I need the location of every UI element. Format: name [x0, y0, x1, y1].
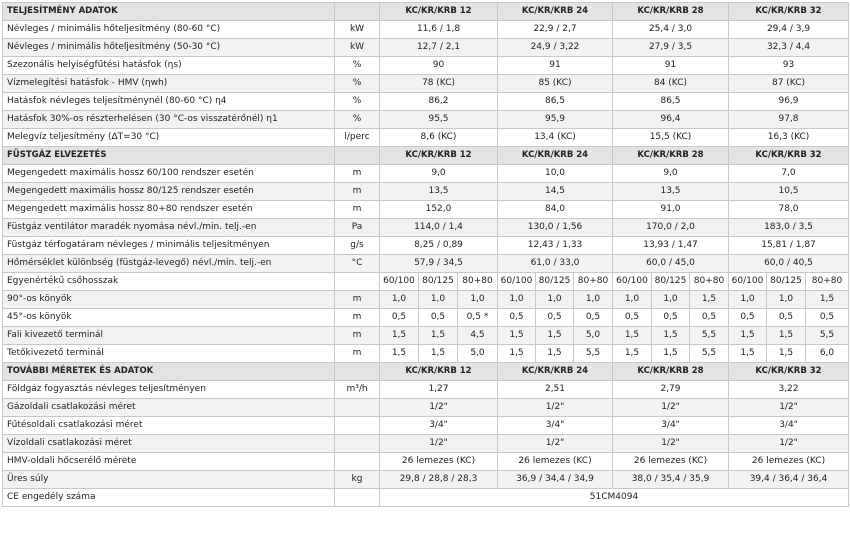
value-cell: 1,5 — [767, 327, 806, 345]
header-unit-cell — [335, 3, 380, 21]
value-cell: 1/2" — [380, 435, 498, 453]
value-cell: 86,5 — [613, 93, 729, 111]
row-label: Melegvíz teljesítmény (ΔT=30 °C) — [3, 129, 335, 147]
value-cell: 2,51 — [498, 381, 613, 399]
row-unit: m — [335, 183, 380, 201]
value-cell: 78,0 — [729, 201, 849, 219]
value-cell: 26 lemezes (KC) — [613, 453, 729, 471]
value-cell: 1,5 — [729, 327, 767, 345]
value-cell: 1/2" — [613, 399, 729, 417]
model-header: KC/KR/KRB 12 — [380, 147, 498, 165]
row-label: Megengedett maximális hossz 80/125 rendszer esetén — [3, 183, 335, 201]
table-row — [3, 417, 849, 435]
value-cell: 0,5 * — [458, 309, 498, 327]
row-label: Megengedett maximális hossz 60/100 rendszer esetén — [3, 165, 335, 183]
value-cell: 1/2" — [498, 399, 613, 417]
table-row — [3, 327, 849, 345]
row-unit: m — [335, 327, 380, 345]
value-cell: 85 (KC) — [498, 75, 613, 93]
value-cell: 114,0 / 1,4 — [380, 219, 498, 237]
row-label: Fali kivezető terminál — [3, 327, 335, 345]
value-cell: 96,9 — [729, 93, 849, 111]
row-label: Füstgáz térfogatáram névleges / minimális teljesítményen — [3, 237, 335, 255]
model-header: KC/KR/KRB 24 — [498, 147, 613, 165]
row-label: Hatásfok 30%-os részterhelésen (30 °C-os visszatérőnél) η1 — [3, 111, 335, 129]
row-label: Fűtésoldali csatlakozási méret — [3, 417, 335, 435]
section-title: TOVÁBBI MÉRETEK ÉS ADATOK — [3, 363, 335, 381]
system-header: 80+80 — [690, 273, 729, 291]
row-label: Hőmérséklet különbség (füstgáz-levegő) névl./min. telj.-en — [3, 255, 335, 273]
system-header: 80/125 — [767, 273, 806, 291]
value-cell: 0,5 — [767, 309, 806, 327]
value-cell: 97,8 — [729, 111, 849, 129]
value-cell: 1,0 — [419, 291, 458, 309]
value-cell: 3/4" — [613, 417, 729, 435]
value-cell: 39,4 / 36,4 / 36,4 — [729, 471, 849, 489]
row-label: CE engedély száma — [3, 489, 335, 507]
table-row — [3, 219, 849, 237]
section-header — [3, 147, 849, 165]
table-row — [3, 255, 849, 273]
table-row — [3, 93, 849, 111]
row-unit: °C — [335, 255, 380, 273]
value-cell: 84 (KC) — [613, 75, 729, 93]
equiv-header-row — [3, 273, 849, 291]
table-row — [3, 111, 849, 129]
value-cell: 61,0 / 33,0 — [498, 255, 613, 273]
table-row — [3, 165, 849, 183]
value-cell: 3/4" — [380, 417, 498, 435]
table-row — [3, 309, 849, 327]
model-header: KC/KR/KRB 28 — [613, 363, 729, 381]
row-unit: % — [335, 57, 380, 75]
row-unit: l/perc — [335, 129, 380, 147]
row-label: Névleges / minimális hőteljesítmény (80-60 °C) — [3, 21, 335, 39]
row-label: Földgáz fogyasztás névleges teljesítményen — [3, 381, 335, 399]
value-cell: 95,5 — [380, 111, 498, 129]
value-cell: 1/2" — [380, 399, 498, 417]
model-header: KC/KR/KRB 28 — [613, 3, 729, 21]
value-cell: 1,5 — [767, 345, 806, 363]
value-cell: 91,0 — [613, 201, 729, 219]
value-cell: 5,5 — [806, 327, 849, 345]
table-row — [3, 57, 849, 75]
row-unit: m — [335, 201, 380, 219]
value-cell: 86,5 — [498, 93, 613, 111]
value-cell: 60,0 / 40,5 — [729, 255, 849, 273]
value-cell: 11,6 / 1,8 — [380, 21, 498, 39]
row-label: Füstgáz ventilátor maradék nyomása névl./min. telj.-en — [3, 219, 335, 237]
value-cell: 0,5 — [690, 309, 729, 327]
row-label: Névleges / minimális hőteljesítmény (50-30 °C) — [3, 39, 335, 57]
model-header: KC/KR/KRB 32 — [729, 147, 849, 165]
row-label: Megengedett maximális hossz 80+80 rendszer esetén — [3, 201, 335, 219]
model-header: KC/KR/KRB 32 — [729, 363, 849, 381]
value-cell: 1,5 — [652, 327, 690, 345]
value-cell: 6,0 — [806, 345, 849, 363]
row-unit: g/s — [335, 237, 380, 255]
value-cell: 9,0 — [613, 165, 729, 183]
value-cell: 15,81 / 1,87 — [729, 237, 849, 255]
model-header: KC/KR/KRB 28 — [613, 147, 729, 165]
value-cell: 0,5 — [536, 309, 574, 327]
value-cell: 1/2" — [498, 435, 613, 453]
section-header — [3, 3, 849, 21]
table-row — [3, 39, 849, 57]
value-cell: 1,5 — [380, 327, 419, 345]
value-cell: 13,93 / 1,47 — [613, 237, 729, 255]
value-cell: 3/4" — [729, 417, 849, 435]
value-cell: 7,0 — [729, 165, 849, 183]
value-cell: 1,5 — [536, 345, 574, 363]
table-row — [3, 75, 849, 93]
row-unit — [335, 489, 380, 507]
value-cell: 1,5 — [806, 291, 849, 309]
table-row — [3, 237, 849, 255]
section-title: FÜSTGÁZ ELVEZETÉS — [3, 147, 335, 165]
value-cell: 5,5 — [690, 345, 729, 363]
row-label: Gázoldali csatlakozási méret — [3, 399, 335, 417]
row-label: Vízoldali csatlakozási méret — [3, 435, 335, 453]
value-cell: 14,5 — [498, 183, 613, 201]
value-cell: 1,0 — [613, 291, 652, 309]
table-row — [3, 129, 849, 147]
row-unit — [335, 273, 380, 291]
value-cell: 91 — [613, 57, 729, 75]
system-header: 80/125 — [536, 273, 574, 291]
row-unit: kg — [335, 471, 380, 489]
row-unit — [335, 435, 380, 453]
value-cell: 1,5 — [690, 291, 729, 309]
header-unit-cell — [335, 363, 380, 381]
row-label: 90°-os könyök — [3, 291, 335, 309]
value-cell: 87 (KC) — [729, 75, 849, 93]
value-cell: 29,8 / 28,8 / 28,3 — [380, 471, 498, 489]
row-label: 45°-os könyök — [3, 309, 335, 327]
value-cell: 10,5 — [729, 183, 849, 201]
value-cell: 32,3 / 4,4 — [729, 39, 849, 57]
row-unit: % — [335, 75, 380, 93]
value-cell: 12,7 / 2,1 — [380, 39, 498, 57]
value-cell: 1,0 — [536, 291, 574, 309]
row-label: Vízmelegítési hatásfok - HMV (ηwh) — [3, 75, 335, 93]
value-cell: 8,25 / 0,89 — [380, 237, 498, 255]
value-cell: 183,0 / 3,5 — [729, 219, 849, 237]
value-cell: 1,5 — [498, 345, 536, 363]
model-header: KC/KR/KRB 32 — [729, 3, 849, 21]
value-cell: 152,0 — [380, 201, 498, 219]
table-row — [3, 489, 849, 507]
table-row — [3, 453, 849, 471]
ce-value: 51CM4094 — [380, 489, 849, 507]
row-label: Hatásfok névleges teljesítménynél (80-60 °C) η4 — [3, 93, 335, 111]
row-unit: Pa — [335, 219, 380, 237]
value-cell: 15,5 (KC) — [613, 129, 729, 147]
model-header: KC/KR/KRB 24 — [498, 363, 613, 381]
value-cell: 1,0 — [767, 291, 806, 309]
value-cell: 93 — [729, 57, 849, 75]
row-unit — [335, 417, 380, 435]
value-cell: 1,5 — [729, 345, 767, 363]
value-cell: 1/2" — [613, 435, 729, 453]
value-cell: 0,5 — [380, 309, 419, 327]
value-cell: 0,5 — [498, 309, 536, 327]
table-row — [3, 399, 849, 417]
value-cell: 38,0 / 35,4 / 35,9 — [613, 471, 729, 489]
system-header: 80/125 — [652, 273, 690, 291]
system-header: 80+80 — [458, 273, 498, 291]
row-unit: m — [335, 291, 380, 309]
value-cell: 1,5 — [419, 345, 458, 363]
value-cell: 13,4 (KC) — [498, 129, 613, 147]
value-cell: 0,5 — [806, 309, 849, 327]
table-row — [3, 21, 849, 39]
value-cell: 0,5 — [419, 309, 458, 327]
value-cell: 86,2 — [380, 93, 498, 111]
section-header — [3, 363, 849, 381]
system-header: 80+80 — [574, 273, 613, 291]
system-header: 80/125 — [419, 273, 458, 291]
value-cell: 3,22 — [729, 381, 849, 399]
value-cell: 96,4 — [613, 111, 729, 129]
value-cell: 26 lemezes (KC) — [380, 453, 498, 471]
row-label: Üres súly — [3, 471, 335, 489]
value-cell: 3/4" — [498, 417, 613, 435]
value-cell: 4,5 — [458, 327, 498, 345]
row-unit: m — [335, 309, 380, 327]
value-cell: 13,5 — [613, 183, 729, 201]
value-cell: 1,5 — [498, 327, 536, 345]
value-cell: 26 lemezes (KC) — [729, 453, 849, 471]
value-cell: 1,5 — [613, 345, 652, 363]
value-cell: 170,0 / 2,0 — [613, 219, 729, 237]
row-unit: % — [335, 93, 380, 111]
value-cell: 1,5 — [613, 327, 652, 345]
header-unit-cell — [335, 147, 380, 165]
value-cell: 9,0 — [380, 165, 498, 183]
model-header: KC/KR/KRB 12 — [380, 363, 498, 381]
value-cell: 5,0 — [574, 327, 613, 345]
value-cell: 24,9 / 3,22 — [498, 39, 613, 57]
value-cell: 1,5 — [380, 345, 419, 363]
value-cell: 5,0 — [458, 345, 498, 363]
value-cell: 1,5 — [652, 345, 690, 363]
value-cell: 0,5 — [652, 309, 690, 327]
value-cell: 22,9 / 2,7 — [498, 21, 613, 39]
value-cell: 29,4 / 3,9 — [729, 21, 849, 39]
value-cell: 1,5 — [536, 327, 574, 345]
value-cell: 1,0 — [729, 291, 767, 309]
value-cell: 13,5 — [380, 183, 498, 201]
model-header: KC/KR/KRB 24 — [498, 3, 613, 21]
value-cell: 5,5 — [574, 345, 613, 363]
value-cell: 5,5 — [690, 327, 729, 345]
value-cell: 1,0 — [574, 291, 613, 309]
table-row — [3, 381, 849, 399]
value-cell: 78 (KC) — [380, 75, 498, 93]
row-unit: % — [335, 111, 380, 129]
value-cell: 2,79 — [613, 381, 729, 399]
value-cell: 130,0 / 1,56 — [498, 219, 613, 237]
value-cell: 60,0 / 45,0 — [613, 255, 729, 273]
value-cell: 0,5 — [574, 309, 613, 327]
value-cell: 12,43 / 1,33 — [498, 237, 613, 255]
table-row — [3, 201, 849, 219]
table-row — [3, 435, 849, 453]
model-header: KC/KR/KRB 12 — [380, 3, 498, 21]
row-unit: m³/h — [335, 381, 380, 399]
value-cell: 10,0 — [498, 165, 613, 183]
table-row — [3, 183, 849, 201]
value-cell: 95,9 — [498, 111, 613, 129]
table-row — [3, 345, 849, 363]
value-cell: 0,5 — [613, 309, 652, 327]
value-cell: 26 lemezes (KC) — [498, 453, 613, 471]
row-unit: m — [335, 345, 380, 363]
value-cell: 1/2" — [729, 399, 849, 417]
table-row — [3, 291, 849, 309]
value-cell: 0,5 — [729, 309, 767, 327]
row-unit: kW — [335, 21, 380, 39]
value-cell: 90 — [380, 57, 498, 75]
value-cell: 1,0 — [458, 291, 498, 309]
value-cell: 1,5 — [419, 327, 458, 345]
section-title: TELJESÍTMÉNY ADATOK — [3, 3, 335, 21]
row-unit: kW — [335, 39, 380, 57]
value-cell: 25,4 / 3,0 — [613, 21, 729, 39]
equiv-label: Egyenértékű csőhosszak — [3, 273, 335, 291]
row-label: Szezonális helyiségfűtési hatásfok (ηs) — [3, 57, 335, 75]
row-label: HMV-oldali hőcserélő mérete — [3, 453, 335, 471]
value-cell: 1,0 — [498, 291, 536, 309]
row-label: Tetőkivezető terminál — [3, 345, 335, 363]
value-cell: 1,0 — [380, 291, 419, 309]
value-cell: 8,6 (KC) — [380, 129, 498, 147]
system-header: 60/100 — [729, 273, 767, 291]
value-cell: 36,9 / 34,4 / 34,9 — [498, 471, 613, 489]
value-cell: 84,0 — [498, 201, 613, 219]
table-row — [3, 471, 849, 489]
system-header: 60/100 — [380, 273, 419, 291]
value-cell: 27,9 / 3,5 — [613, 39, 729, 57]
value-cell: 16,3 (KC) — [729, 129, 849, 147]
system-header: 60/100 — [613, 273, 652, 291]
row-unit: m — [335, 165, 380, 183]
value-cell: 1,27 — [380, 381, 498, 399]
row-unit — [335, 453, 380, 471]
system-header: 60/100 — [498, 273, 536, 291]
spec-table — [2, 2, 849, 507]
row-unit — [335, 399, 380, 417]
value-cell: 1/2" — [729, 435, 849, 453]
value-cell: 57,9 / 34,5 — [380, 255, 498, 273]
system-header: 80+80 — [806, 273, 849, 291]
value-cell: 91 — [498, 57, 613, 75]
value-cell: 1,0 — [652, 291, 690, 309]
